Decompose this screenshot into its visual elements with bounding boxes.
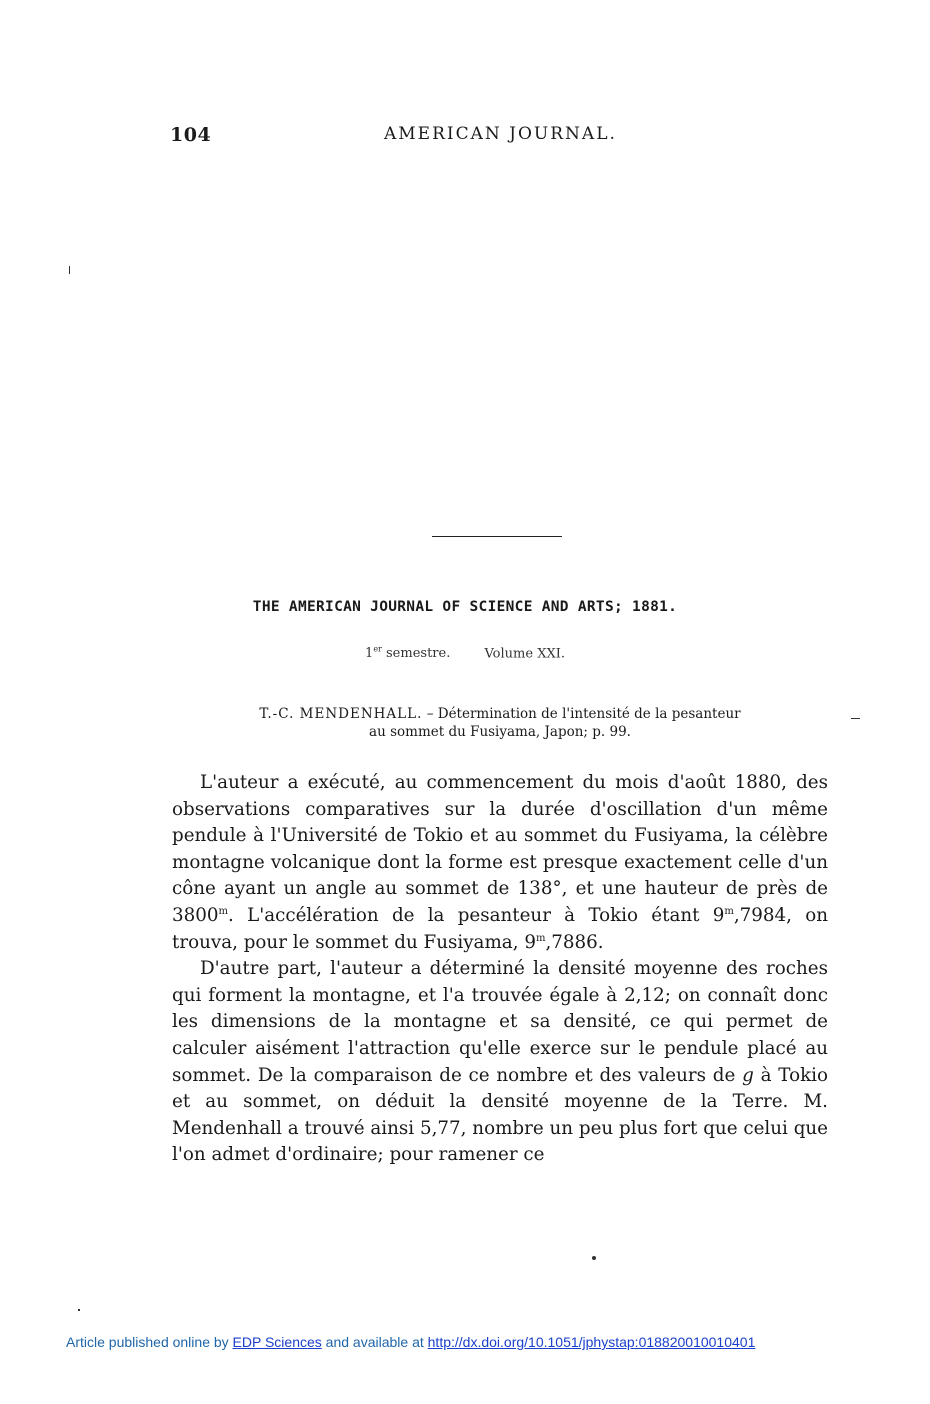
unit-m-1: m [218, 905, 229, 917]
p2-text-b: à Tokio et au sommet, on déduit la densité moyenne de la Terre. M. Mendenhall a trouvé ainsi 5,77, nombre un peu plus fort que celui que l'on admet d'ordinaire; pour ramener ce [172, 1064, 829, 1166]
paragraph-2 [172, 956, 828, 1169]
article-header [200, 705, 800, 741]
doi-link[interactable]: http://dx.doi.org/10.1051/jphystap:018820010010401 [427, 1334, 756, 1350]
section-separator [432, 536, 562, 537]
semester-superscript: er [373, 645, 382, 654]
publisher-link[interactable]: EDP Sciences [232, 1334, 322, 1350]
p2-text-a: D'autre part, l'auteur a déterminé la densité moyenne des roches qui forment la montagne, et l'a trouvée égale à 2,12; on connaît donc les dimensions de la montagne et sa densité, ce qui permet de calculer aisément l'attraction qu'elle exerce sur le pendule placé au sommet. De la comparaison de ce nombre et des valeurs de [172, 958, 828, 1086]
journal-title: THE AMERICAN JOURNAL OF SCIENCE AND ARTS; 1881. [252, 599, 678, 615]
p1-text-a: L'auteur a exécuté, au commencement du mois d'août 1880, des observations comparatives sur la durée d'oscillation d'un même pendule à l'Université de Tokio et au sommet du Fusiyama, la célèbre montagne volcanique dont la forme est presque exactement celle d'un cône ayant un angle au sommet de 138°, et une hauteur de près de 3800 [172, 772, 828, 926]
body-text [172, 770, 828, 1169]
scan-speck-3 [592, 1256, 596, 1260]
p1-text-d: ,7886. [545, 931, 604, 953]
article-title-line2: au sommet du Fusiyama, Japon; p. 99. [369, 724, 631, 740]
article-title-line1: – Détermination de l'intensité de la pesanteur [426, 706, 741, 722]
p1-text-c: ,7984, on trouva, pour le sommet du Fusiyama, 9 [172, 904, 828, 953]
volume: Volume XXI. [484, 646, 565, 662]
semester [365, 646, 450, 661]
semester-word: semestre. [386, 646, 451, 662]
symbol-g: g [742, 1064, 754, 1086]
unit-m-2: m [724, 905, 734, 917]
footer-notice [66, 1334, 755, 1350]
scan-speck-1 [69, 266, 70, 274]
article-author: T.-C. MENDENHALL. [259, 706, 423, 722]
paragraph-1 [172, 770, 828, 956]
running-head: AMERICAN JOURNAL. [384, 124, 617, 144]
page-number: 104 [170, 124, 212, 146]
footer-prefix: Article published online by [66, 1334, 233, 1350]
scan-speck-4 [78, 1309, 80, 1311]
issue-line [0, 645, 930, 661]
unit-m-3: m [535, 932, 546, 944]
scan-speck-2 [851, 718, 860, 719]
p1-text-b: . L'accélération de la pesanteur à Tokio étant 9 [228, 904, 725, 926]
semester-number: 1 [365, 646, 374, 662]
footer-middle: and available at [321, 1334, 428, 1350]
